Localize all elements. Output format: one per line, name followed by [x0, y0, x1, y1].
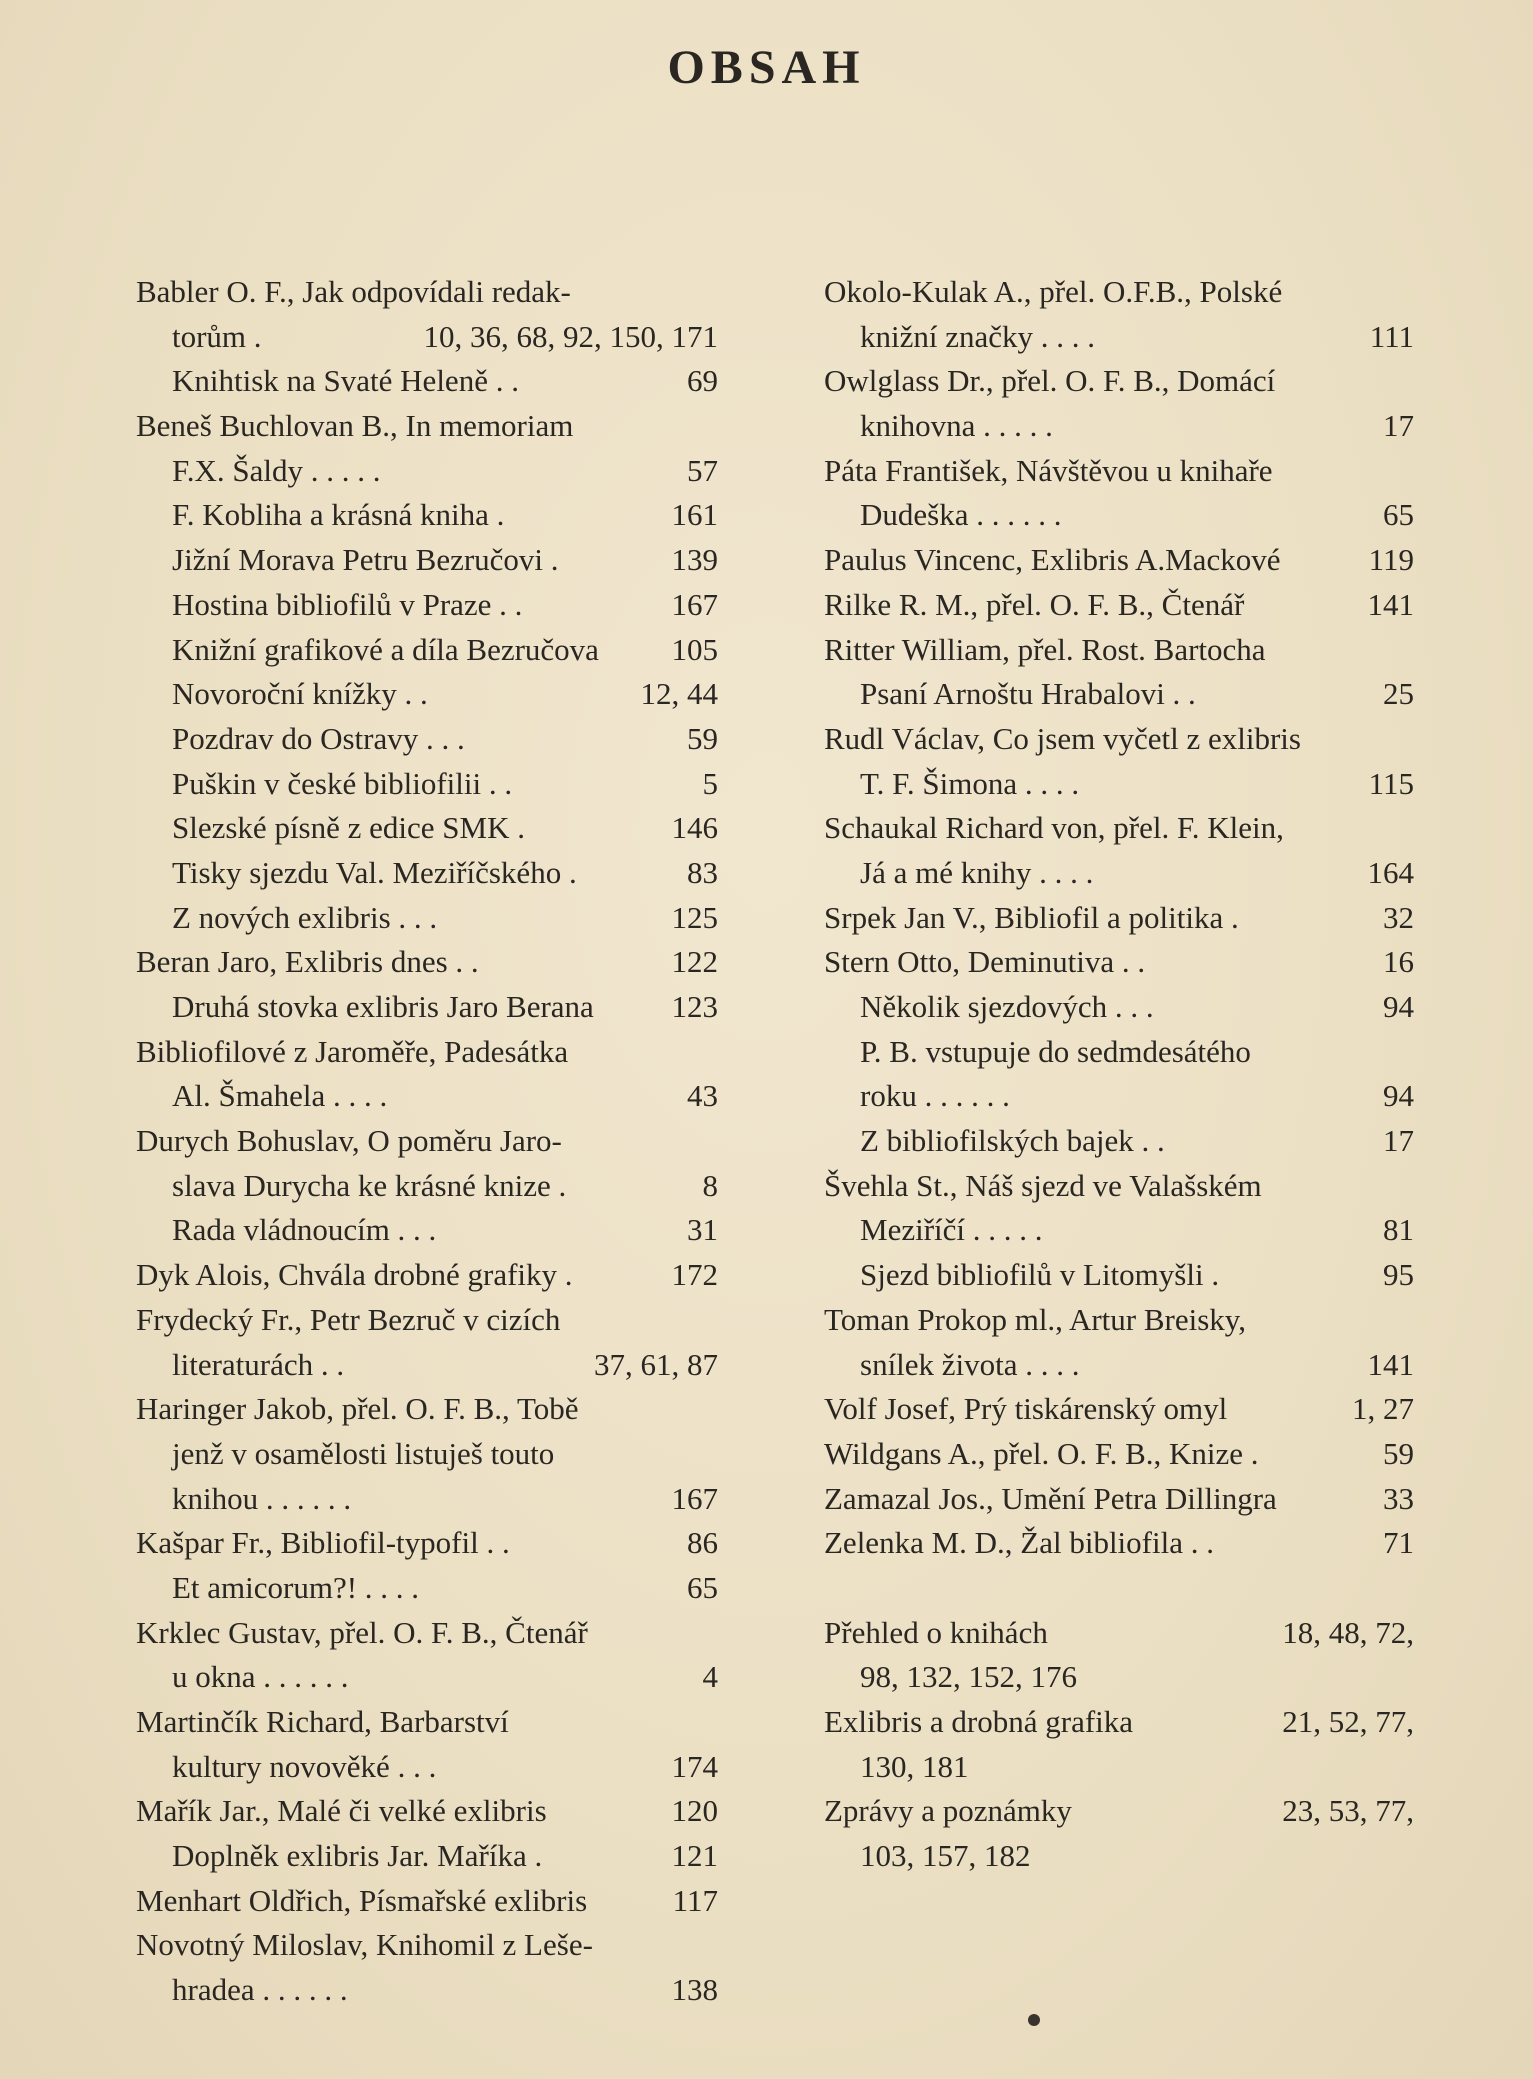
toc-entry — [136, 1119, 718, 1164]
toc-entry-page: 21, 52, 77, — [1282, 1704, 1414, 1739]
toc-entry — [824, 1521, 1414, 1566]
toc-entry-text: Sjezd bibliofilů v Litomyšli . — [860, 1257, 1220, 1293]
toc-entry — [136, 985, 718, 1030]
toc-entry-text: knižní značky . . . . — [860, 318, 1096, 354]
toc-entry-text: Krklec Gustav, přel. O. F. B., Čtenář — [136, 1614, 588, 1650]
toc-entry-page: 139 — [671, 542, 718, 578]
toc-entry — [136, 1566, 718, 1611]
toc-entry — [824, 851, 1414, 896]
toc-entry — [136, 583, 718, 628]
toc-entry-text: Paulus Vincenc, Exlibris A.Mackové — [824, 542, 1281, 578]
toc-entry-text: Zamazal Jos., Umění Petra Dillingra — [824, 1480, 1277, 1516]
toc-entry-text: F.X. Šaldy . . . . . — [172, 452, 381, 488]
toc-entry — [824, 1119, 1414, 1164]
toc-entry-page: 17 — [1383, 1123, 1414, 1159]
page-title: OBSAH — [667, 41, 866, 94]
toc-entry — [824, 359, 1414, 404]
toc-entry-text: 98, 132, 152, 176 — [860, 1659, 1077, 1695]
toc-entry — [824, 1074, 1414, 1119]
toc-entry-page: 167 — [671, 1480, 718, 1516]
toc-entry — [136, 1655, 718, 1700]
toc-entry — [824, 762, 1414, 807]
toc-entry-text: Páta František, Návštěvou u knihaře — [824, 452, 1273, 488]
toc-entry-text: Z nových exlibris . . . — [172, 899, 438, 935]
toc-entry-page: 146 — [671, 810, 718, 846]
toc-entry-text: Novotný Miloslav, Knihomil z Leše- — [136, 1927, 593, 1963]
toc-entry-page: 86 — [687, 1525, 718, 1561]
toc-entry — [136, 1477, 718, 1522]
toc-entry — [824, 1387, 1414, 1432]
toc-entry-page: 23, 53, 77, — [1282, 1793, 1414, 1829]
toc-entry — [136, 1700, 718, 1745]
toc-entry-page: 95 — [1383, 1257, 1414, 1293]
toc-entry-page: 174 — [671, 1748, 718, 1784]
toc-entry-text: slava Durycha ke krásné knize . — [172, 1167, 567, 1203]
toc-entry — [136, 1611, 718, 1656]
toc-entry — [136, 493, 718, 538]
toc-entry-text: Kašpar Fr., Bibliofil-typofil . . — [136, 1525, 510, 1561]
toc-entry-page: 69 — [687, 363, 718, 399]
toc-entry-text: Já a mé knihy . . . . — [860, 854, 1094, 890]
toc-gap — [824, 1566, 1414, 1611]
toc-entry-page: 119 — [1368, 542, 1414, 578]
toc-entry — [824, 1164, 1414, 1209]
toc-entry-page: 138 — [671, 1972, 718, 2008]
toc-entry — [824, 1700, 1414, 1745]
toc-entry-page: 164 — [1367, 854, 1414, 890]
toc-entry — [824, 404, 1414, 449]
toc-entry-page: 31 — [687, 1212, 718, 1248]
toc-entry-page: 123 — [671, 989, 718, 1024]
toc-entry — [824, 628, 1414, 673]
toc-entry — [136, 1298, 718, 1343]
toc-entry — [824, 1655, 1414, 1700]
toc-entry-page: 141 — [1367, 586, 1414, 622]
toc-entry — [824, 896, 1414, 941]
toc-entry-text: Hostina bibliofilů v Praze . . — [172, 586, 523, 622]
toc-entry-text: Durych Bohuslav, O poměru Jaro- — [136, 1123, 562, 1159]
toc-entry-page: 120 — [671, 1793, 718, 1829]
toc-entry-text: Přehled o knihách — [824, 1614, 1048, 1650]
toc-entry — [136, 896, 718, 941]
toc-entry-text: Martinčík Richard, Barbarství — [136, 1704, 509, 1739]
toc-entry-text: Zprávy a poznámky — [824, 1793, 1072, 1829]
toc-entry — [136, 762, 718, 807]
toc-entry — [136, 1745, 718, 1790]
toc-entry-text: Toman Prokop ml., Artur Breisky, — [824, 1301, 1247, 1337]
toc-entry — [824, 493, 1414, 538]
toc-entry-text: Dyk Alois, Chvála drobné grafiky . — [136, 1257, 573, 1293]
toc-entry — [824, 1253, 1414, 1298]
toc-entry-page: 65 — [1383, 497, 1414, 533]
toc-entry — [824, 717, 1414, 762]
ornament-bullet — [1028, 2014, 1040, 2026]
toc-entry-text: Exlibris a drobná grafika — [824, 1704, 1134, 1739]
toc-entry — [136, 672, 718, 717]
toc-entry — [824, 985, 1414, 1030]
toc-entry-text: Al. Šmahela . . . . — [172, 1078, 388, 1114]
toc-entry-text: Knižní grafikové a díla Bezručova — [172, 631, 599, 667]
toc-entry — [824, 940, 1414, 985]
toc-entry — [136, 628, 718, 673]
toc-entry-text: Rilke R. M., přel. O. F. B., Čtenář — [824, 586, 1245, 622]
toc-entry-text: Ritter William, přel. Rost. Bartocha — [824, 631, 1266, 667]
toc-entry-text: Z bibliofilských bajek . . — [860, 1123, 1165, 1159]
toc-entry-text: 130, 181 — [860, 1748, 969, 1784]
toc-entry — [136, 1521, 718, 1566]
toc-entry-page: 5 — [702, 765, 718, 801]
toc-entry — [136, 1208, 718, 1253]
toc-entry-text: Několik sjezdových . . . — [860, 989, 1154, 1024]
toc-entry-text: Okolo-Kulak A., přel. O.F.B., Polské — [824, 274, 1283, 309]
toc-entry-text: literaturách . . — [172, 1346, 345, 1382]
toc-entry-page: 57 — [687, 452, 718, 488]
toc-entry-text: Dudeška . . . . . . — [860, 497, 1062, 533]
toc-entry — [824, 1432, 1414, 1477]
toc-entry-text: Schaukal Richard von, přel. F. Klein, — [824, 810, 1284, 846]
toc-entry — [824, 672, 1414, 717]
toc-entry-page: 16 — [1383, 944, 1414, 980]
toc-entry-text: Jižní Morava Petru Bezručovi . — [172, 542, 559, 578]
toc-entry — [136, 1253, 718, 1298]
toc-entry — [136, 270, 718, 315]
toc-entry — [136, 806, 718, 851]
toc-entry-page: 43 — [687, 1078, 718, 1114]
toc-entry-text: Slezské písně z edice SMK . — [172, 810, 525, 846]
toc-entry-text: P. B. vstupuje do sedmdesátého — [860, 1033, 1251, 1069]
toc-entry-text: torům . — [172, 318, 262, 354]
toc-entry-text: Frydecký Fr., Petr Bezruč v cizích — [136, 1301, 561, 1337]
toc-entry-text: Meziříčí . . . . . — [860, 1212, 1043, 1248]
toc-entry-page: 121 — [671, 1838, 718, 1874]
toc-entry-text: Druhá stovka exlibris Jaro Berana — [172, 989, 594, 1024]
toc-entry — [136, 404, 718, 449]
toc-entry-page: 37, 61, 87 — [594, 1346, 718, 1382]
toc-entry — [136, 449, 718, 494]
toc-entry-text: Beneš Buchlovan B., In memoriam — [136, 408, 574, 444]
toc-entry-text: Puškin v české bibliofilii . . — [172, 765, 513, 801]
toc-entry — [136, 1789, 718, 1834]
toc-entry-page: 18, 48, 72, — [1282, 1614, 1414, 1650]
toc-entry-page: 33 — [1383, 1480, 1414, 1516]
toc-entry — [824, 315, 1414, 360]
toc-entry-text: Rudl Václav, Co jsem vyčetl z exlibris — [824, 720, 1301, 756]
toc-entry-page: 59 — [1383, 1435, 1414, 1471]
toc-entry-page: 81 — [1383, 1212, 1414, 1248]
toc-entry — [824, 1834, 1414, 1879]
toc-entry — [136, 1164, 718, 1209]
toc-entry-text: Rada vládnoucím . . . — [172, 1212, 437, 1248]
toc-entry-page: 111 — [1369, 318, 1414, 354]
toc-entry — [136, 851, 718, 896]
toc-left-column — [136, 270, 718, 2013]
toc-entry-text: u okna . . . . . . — [172, 1659, 349, 1695]
toc-entry — [136, 940, 718, 985]
toc-entry — [136, 315, 718, 360]
toc-entry — [824, 583, 1414, 628]
toc-entry-page: 117 — [672, 1882, 718, 1918]
toc-entry-text: Beran Jaro, Exlibris dnes . . — [136, 944, 479, 980]
toc-entry-text: T. F. Šimona . . . . — [860, 765, 1080, 801]
toc-entry-text: Et amicorum?! . . . . — [172, 1569, 420, 1605]
toc-entry-text: Tisky sjezdu Val. Meziříčského . — [172, 854, 577, 890]
toc-entry-page: 125 — [671, 899, 718, 935]
toc-entry-text: Haringer Jakob, přel. O. F. B., Tobě — [136, 1391, 579, 1427]
toc-entry — [824, 1789, 1414, 1834]
toc-entry — [136, 1879, 718, 1924]
toc-entry — [136, 1968, 718, 2013]
toc-entry — [824, 1298, 1414, 1343]
toc-entry — [136, 717, 718, 762]
toc-entry-page: 32 — [1383, 899, 1414, 935]
toc-entry-page: 12, 44 — [640, 676, 718, 712]
toc-entry-page: 94 — [1383, 989, 1414, 1024]
toc-entry-page: 1, 27 — [1352, 1391, 1414, 1427]
toc-entry-text: snílek života . . . . — [860, 1346, 1080, 1382]
toc-entry-page: 71 — [1383, 1525, 1414, 1561]
toc-entry-page: 141 — [1367, 1346, 1414, 1382]
toc-entry-page: 4 — [702, 1659, 718, 1695]
toc-entry-page: 10, 36, 68, 92, 150, 171 — [423, 318, 718, 354]
toc-entry-text: Menhart Oldřich, Písmařské exlibris — [136, 1882, 588, 1918]
toc-entry-page: 167 — [671, 586, 718, 622]
toc-entry — [824, 270, 1414, 315]
toc-right-column — [824, 270, 1414, 1879]
toc-entry — [824, 1030, 1414, 1075]
toc-entry-text: Babler O. F., Jak odpovídali redak- — [136, 274, 571, 309]
toc-entry-text: Mařík Jar., Malé či velké exlibris — [136, 1793, 547, 1829]
toc-entry — [824, 538, 1414, 583]
toc-entry-page: 17 — [1383, 408, 1414, 444]
toc-entry-page: 94 — [1383, 1078, 1414, 1114]
toc-entry-page: 122 — [671, 944, 718, 980]
toc-entry — [136, 1030, 718, 1075]
toc-entry — [824, 449, 1414, 494]
toc-entry-page: 105 — [671, 631, 718, 667]
toc-entry-page: 115 — [1368, 765, 1414, 801]
toc-entry-text: Bibliofilové z Jaroměře, Padesátka — [136, 1033, 569, 1069]
toc-entry-text: kultury novověké . . . — [172, 1748, 437, 1784]
toc-entry-text: roku . . . . . . — [860, 1078, 1010, 1114]
toc-entry-page: 8 — [702, 1167, 718, 1203]
toc-entry-page: 65 — [687, 1569, 718, 1605]
toc-entry-text: knihovna . . . . . — [860, 408, 1053, 444]
toc-entry-text: Srpek Jan V., Bibliofil a politika . — [824, 899, 1239, 935]
toc-entry-text: Knihtisk na Svaté Heleně . . — [172, 363, 519, 399]
toc-entry-text: 103, 157, 182 — [860, 1838, 1031, 1874]
toc-entry-text: jenž v osamělosti listuješ touto — [172, 1435, 555, 1471]
toc-entry — [824, 806, 1414, 851]
toc-entry — [136, 1387, 718, 1432]
toc-entry-text: hradea . . . . . . — [172, 1972, 348, 2008]
toc-entry-text: Pozdrav do Ostravy . . . — [172, 720, 465, 756]
toc-entry — [136, 1074, 718, 1119]
toc-entry-page: 83 — [687, 854, 718, 890]
toc-entry — [136, 1834, 718, 1879]
toc-entry-text: Owlglass Dr., přel. O. F. B., Domácí — [824, 363, 1276, 399]
toc-entry — [136, 538, 718, 583]
toc-entry-page: 172 — [671, 1257, 718, 1293]
toc-entry-text: knihou . . . . . . — [172, 1480, 352, 1516]
toc-entry-text: Volf Josef, Prý tiskárenský omyl — [824, 1391, 1228, 1427]
toc-entry-text: Psaní Arnoštu Hrabalovi . . — [860, 676, 1196, 712]
toc-entry-text: Zelenka M. D., Žal bibliofila . . — [824, 1525, 1214, 1561]
toc-entry — [136, 1923, 718, 1968]
toc-entry-text: Švehla St., Náš sjezd ve Valašském — [824, 1167, 1262, 1203]
toc-entry-text: Stern Otto, Deminutiva . . — [824, 944, 1146, 980]
toc-entry — [824, 1477, 1414, 1522]
toc-entry — [824, 1745, 1414, 1790]
toc-entry-page: 161 — [671, 497, 718, 533]
toc-entry — [824, 1611, 1414, 1656]
toc-entry-text: Wildgans A., přel. O. F. B., Knize . — [824, 1435, 1259, 1471]
toc-entry-page: 59 — [687, 720, 718, 756]
toc-entry-text: Doplněk exlibris Jar. Maříka . — [172, 1838, 543, 1874]
toc-entry — [136, 1432, 718, 1477]
toc-entry-text: Novoroční knížky . . — [172, 676, 428, 712]
toc-entry — [136, 359, 718, 404]
toc-entry-page: 25 — [1383, 676, 1414, 712]
toc-entry — [824, 1208, 1414, 1253]
toc-entry-text: F. Kobliha a krásná kniha . — [172, 497, 505, 533]
toc-entry — [824, 1343, 1414, 1388]
toc-entry — [136, 1343, 718, 1388]
